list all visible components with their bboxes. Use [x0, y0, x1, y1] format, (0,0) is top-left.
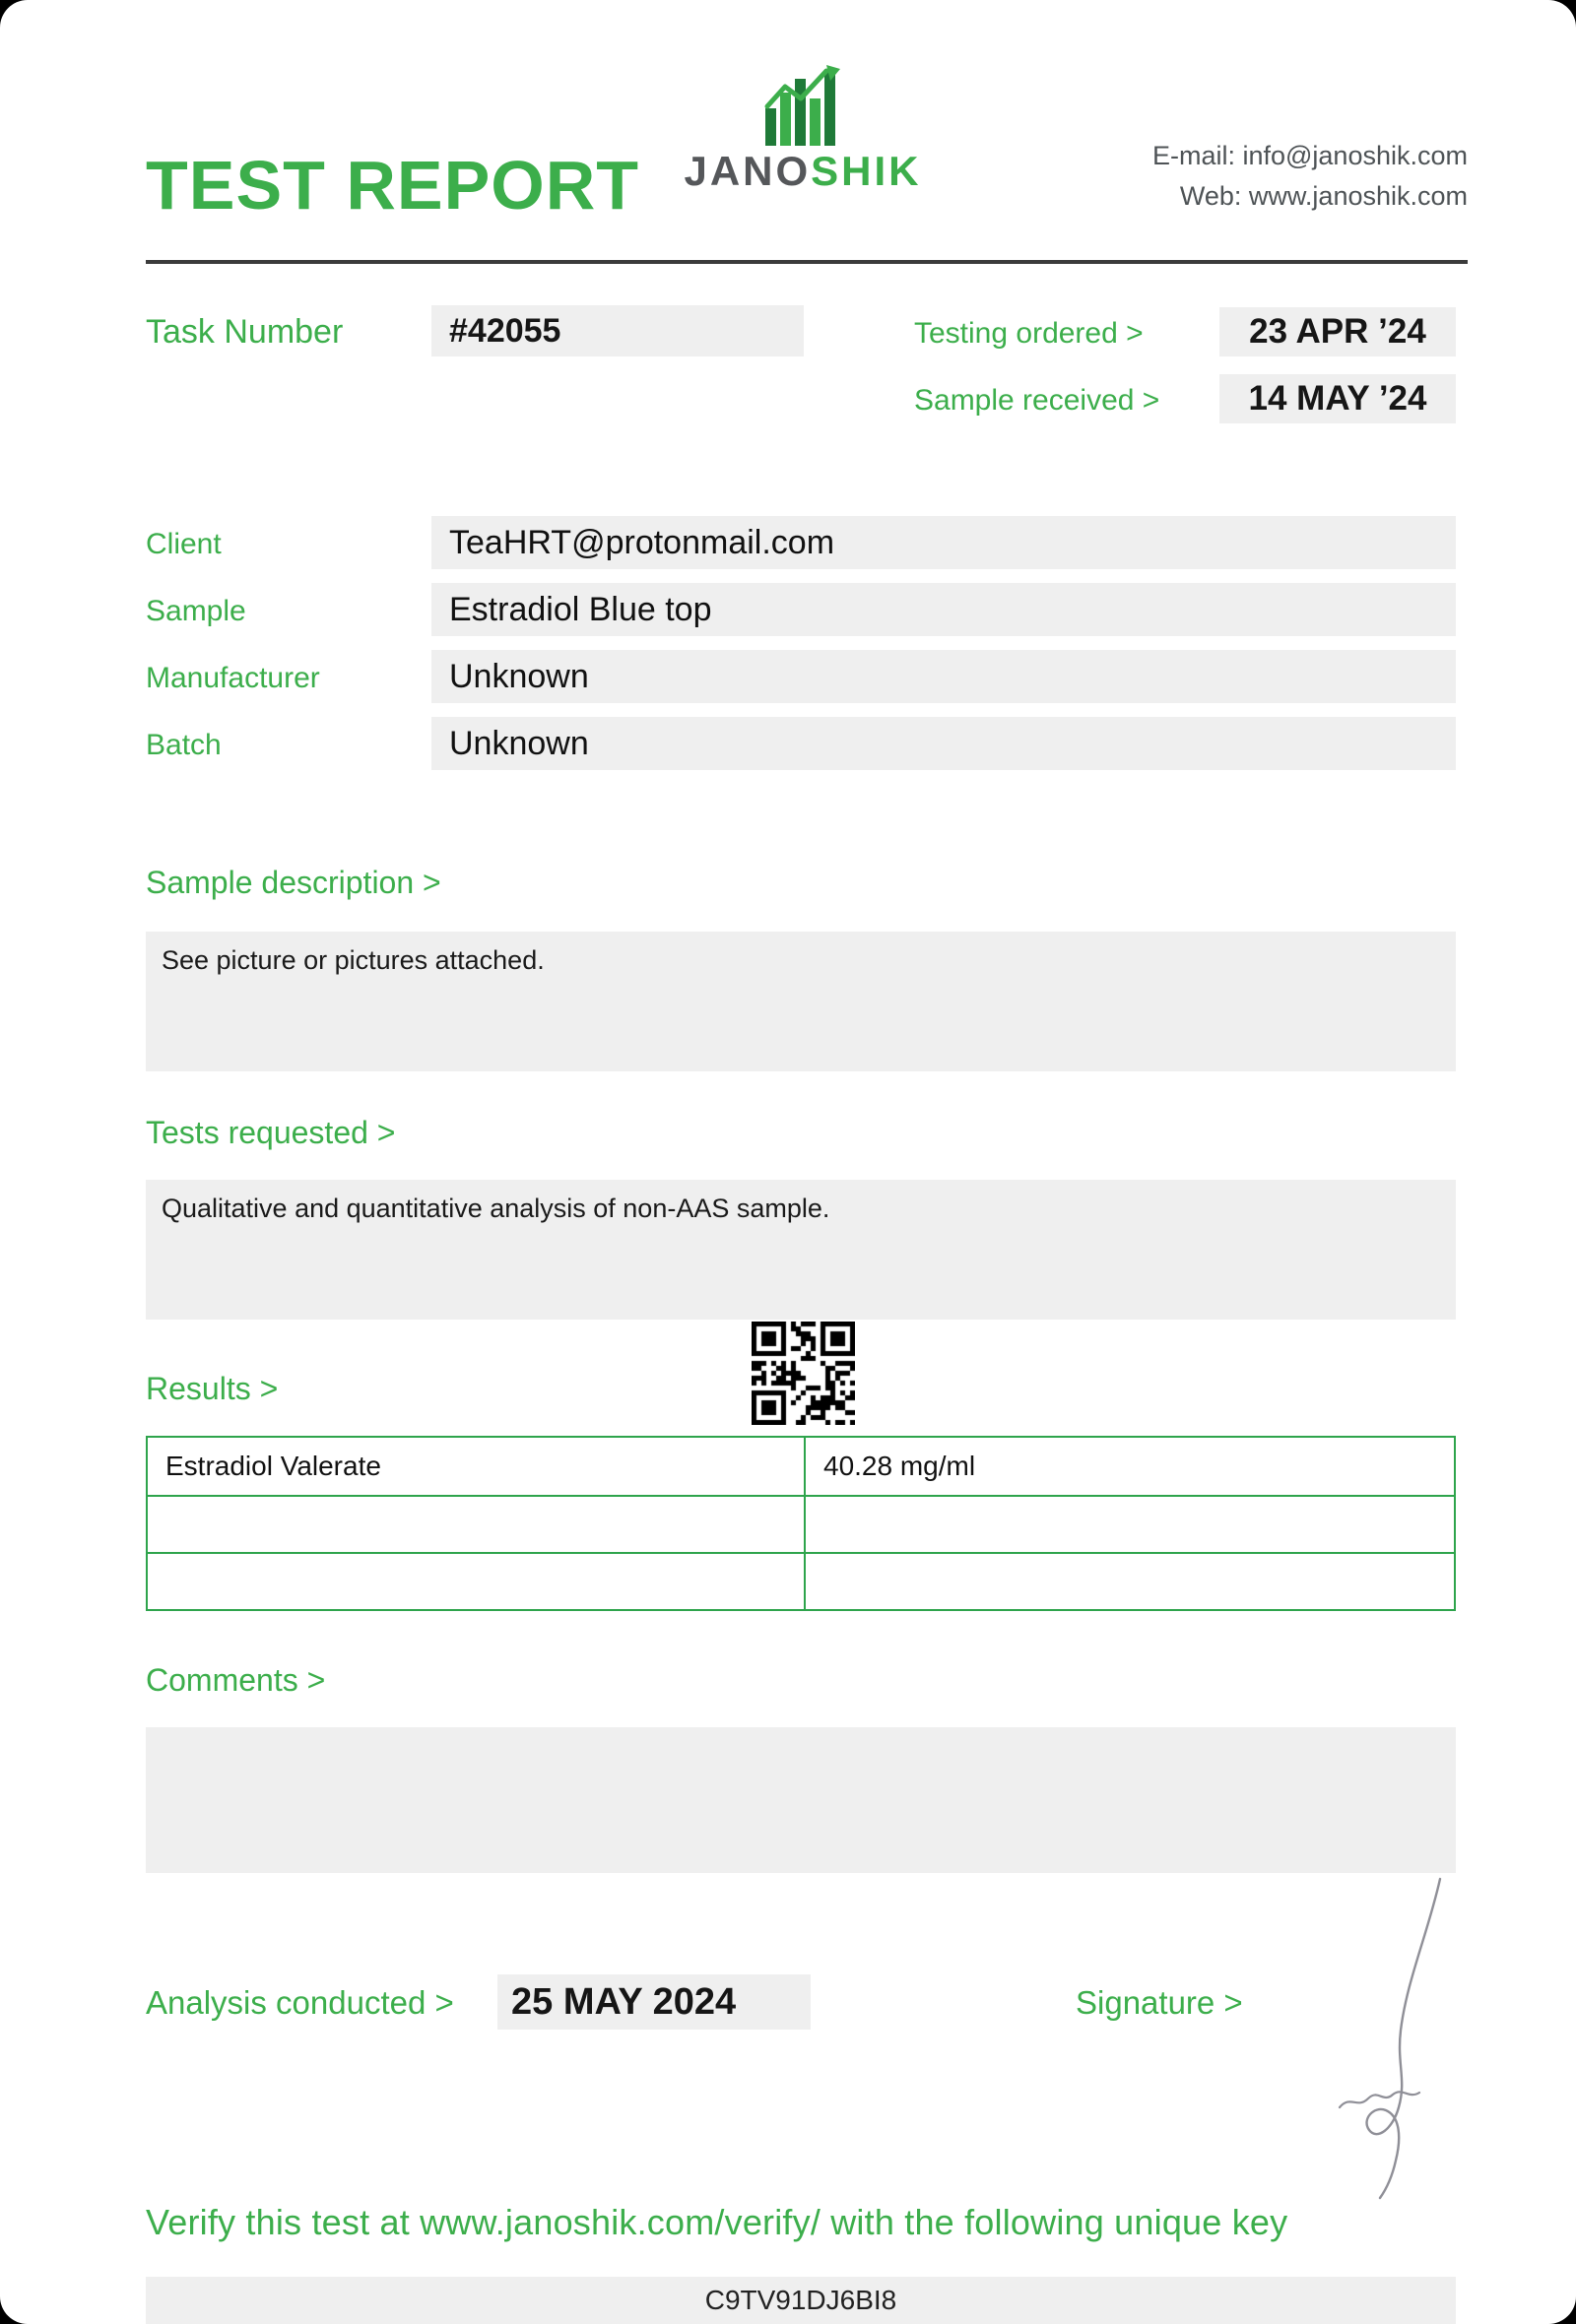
- comments-box: [146, 1727, 1456, 1873]
- janoshik-logo: [680, 63, 926, 195]
- verify-instruction: Verify this test at www.janoshik.com/verify/ with the following unique key: [146, 2202, 1288, 2242]
- results-table: [146, 1436, 1456, 1611]
- comments-heading: Comments >: [146, 1662, 326, 1698]
- bar-chart-logo-icon: [757, 63, 848, 146]
- analysis-conducted-value: 25 MAY 2024: [497, 1974, 811, 2030]
- client-value: TeaHRT@protonmail.com: [431, 516, 1456, 569]
- result-name: Estradiol Valerate: [148, 1438, 806, 1495]
- contact-email: E-mail: info@janoshik.com: [1151, 141, 1468, 170]
- unique-key: C9TV91DJ6BI8: [146, 2277, 1456, 2324]
- testing-ordered-value: 23 APR ’24: [1219, 307, 1456, 356]
- header-divider: [146, 260, 1468, 264]
- result-name: [148, 1495, 806, 1552]
- task-number-label: Task Number: [146, 313, 344, 351]
- manufacturer-value: Unknown: [431, 650, 1456, 703]
- signature-label: Signature >: [1076, 1984, 1243, 2021]
- result-value: 40.28 mg/ml: [823, 1451, 976, 1481]
- sample-label: Sample: [146, 595, 246, 627]
- task-number-value: #42055: [431, 305, 804, 356]
- analysis-conducted-label: Analysis conducted >: [146, 1984, 454, 2021]
- sample-description-heading: Sample description >: [146, 865, 441, 900]
- logo-wordmark: [680, 148, 926, 195]
- logo-shik: SHIK: [811, 148, 922, 194]
- results-heading: Results >: [146, 1371, 279, 1406]
- result-value: [806, 1552, 1454, 1609]
- client-label: Client: [146, 528, 222, 560]
- sample-received-value: 14 MAY ’24: [1219, 374, 1456, 423]
- contact-info: [1152, 136, 1468, 216]
- contact-web: Web: www.janoshik.com: [1179, 180, 1468, 211]
- batch-label: Batch: [146, 729, 222, 761]
- manufacturer-label: Manufacturer: [146, 662, 320, 694]
- tests-requested-heading: Tests requested >: [146, 1115, 396, 1150]
- tests-requested-box: Qualitative and quantitative analysis of non-AAS sample.: [146, 1180, 1456, 1320]
- signature-scribble: [1290, 1871, 1497, 2206]
- page-title: TEST REPORT: [146, 147, 640, 224]
- sample-value: Estradiol Blue top: [431, 583, 1456, 636]
- sample-received-label: Sample received >: [914, 384, 1160, 417]
- result-value: [806, 1495, 1454, 1552]
- testing-ordered-label: Testing ordered >: [914, 317, 1144, 350]
- sample-description-box: See picture or pictures attached.: [146, 932, 1456, 1071]
- batch-value: Unknown: [431, 717, 1456, 770]
- qr-code: [752, 1322, 855, 1425]
- logo-jano: JANO: [684, 148, 812, 194]
- result-name: [148, 1552, 806, 1609]
